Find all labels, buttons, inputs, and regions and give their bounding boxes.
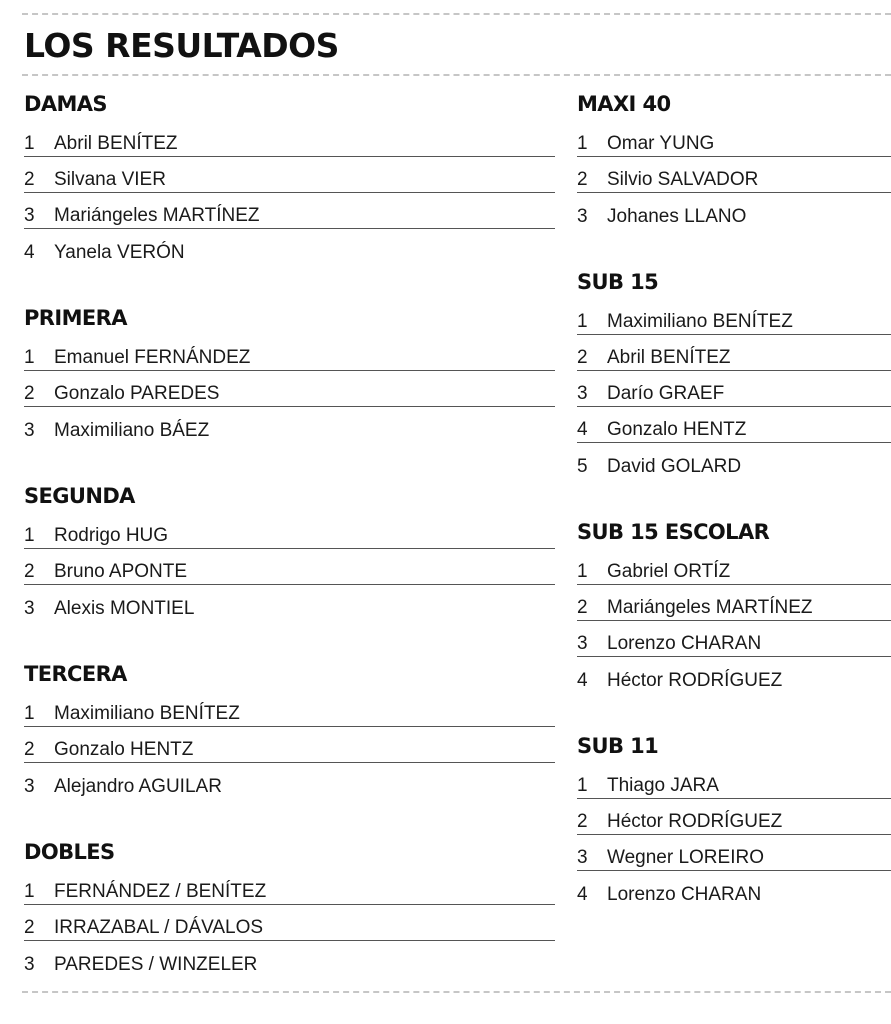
- results-section: [24, 300, 555, 443]
- result-row: [577, 194, 891, 229]
- results-list: [24, 336, 555, 443]
- result-row: [577, 300, 891, 335]
- player-name: Silvio SALVADOR: [607, 169, 759, 190]
- result-row: [24, 336, 555, 371]
- results-section: [577, 86, 891, 229]
- player-name: Abril BENÍTEZ: [54, 133, 178, 154]
- player-name: Johanes LLANO: [607, 206, 747, 227]
- result-rank: 4: [577, 419, 588, 440]
- result-rank: 1: [24, 133, 35, 154]
- result-row: [24, 586, 555, 621]
- player-name: David GOLARD: [607, 456, 742, 477]
- player-name: Omar YUNG: [607, 133, 715, 154]
- result-row: [24, 728, 555, 763]
- result-row: [577, 372, 891, 407]
- player-name: Lorenzo CHARAN: [607, 633, 762, 654]
- results-section: [24, 478, 555, 621]
- top-divider: [22, 13, 891, 15]
- player-name: Yanela VERÓN: [54, 242, 185, 263]
- result-row: [24, 764, 555, 799]
- player-name: Gabriel ORTÍZ: [607, 561, 731, 582]
- result-row: [24, 942, 555, 977]
- results-list: [24, 870, 555, 977]
- player-name: Maximiliano BENÍTEZ: [607, 311, 793, 332]
- results-list: [577, 764, 891, 907]
- section-heading: DAMAS: [24, 92, 107, 116]
- section-heading: DOBLES: [24, 840, 115, 864]
- results-list: [24, 692, 555, 799]
- section-heading: SUB 15: [577, 270, 659, 294]
- player-name: Darío GRAEF: [607, 383, 725, 404]
- result-rank: 3: [577, 383, 588, 404]
- player-name: Lorenzo CHARAN: [607, 884, 762, 905]
- result-row: [24, 122, 555, 157]
- result-rank: 2: [24, 739, 35, 760]
- results-section: [577, 728, 891, 907]
- player-name: PAREDES / WINZELER: [54, 954, 258, 975]
- player-name: Maximiliano BÁEZ: [54, 420, 210, 441]
- results-section: [24, 834, 555, 977]
- results-section: [24, 656, 555, 799]
- result-rank: 5: [577, 456, 588, 477]
- result-rank: 1: [577, 775, 588, 796]
- result-row: [24, 158, 555, 193]
- player-name: Alejandro AGUILAR: [54, 776, 222, 797]
- result-row: [577, 800, 891, 835]
- bottom-divider: [22, 991, 891, 993]
- result-row: [24, 906, 555, 941]
- result-row: [577, 658, 891, 693]
- page-title: LOS RESULTADOS: [24, 26, 339, 65]
- result-rank: 2: [24, 561, 35, 582]
- results-list: [577, 550, 891, 693]
- result-row: [577, 872, 891, 907]
- result-row: [24, 514, 555, 549]
- result-row: [577, 158, 891, 193]
- player-name: Rodrigo HUG: [54, 525, 169, 546]
- result-row: [24, 230, 555, 265]
- result-rank: 4: [577, 884, 588, 905]
- result-rank: 1: [577, 561, 588, 582]
- result-row: [577, 622, 891, 657]
- results-section: [577, 264, 891, 479]
- title-divider: [22, 74, 891, 76]
- player-name: Emanuel FERNÁNDEZ: [54, 347, 251, 368]
- result-row: [577, 586, 891, 621]
- result-rank: 4: [24, 242, 35, 263]
- result-rank: 3: [24, 420, 35, 441]
- player-name: Gonzalo HENTZ: [607, 419, 747, 440]
- result-row: [24, 692, 555, 727]
- results-section: [24, 86, 555, 265]
- result-row: [577, 408, 891, 443]
- player-name: Gonzalo PAREDES: [54, 383, 220, 404]
- result-rank: 3: [577, 633, 588, 654]
- result-rank: 1: [577, 133, 588, 154]
- results-column-left: [24, 86, 555, 977]
- result-rank: 2: [577, 811, 588, 832]
- results-list: [24, 122, 555, 265]
- player-name: Héctor RODRÍGUEZ: [607, 811, 783, 832]
- player-name: Gonzalo HENTZ: [54, 739, 194, 760]
- section-heading: PRIMERA: [24, 306, 127, 330]
- result-row: [24, 550, 555, 585]
- section-heading: MAXI 40: [577, 92, 671, 116]
- result-rank: 3: [24, 598, 35, 619]
- result-row: [577, 444, 891, 479]
- result-rank: 1: [24, 347, 35, 368]
- result-rank: 3: [577, 847, 588, 868]
- result-rank: 3: [24, 776, 35, 797]
- player-name: Silvana VIER: [54, 169, 166, 190]
- result-rank: 3: [577, 206, 588, 227]
- player-name: Mariángeles MARTÍNEZ: [54, 205, 260, 226]
- result-row: [577, 122, 891, 157]
- player-name: Thiago JARA: [607, 775, 719, 796]
- result-rank: 1: [24, 525, 35, 546]
- section-heading: SUB 11: [577, 734, 659, 758]
- player-name: Héctor RODRÍGUEZ: [607, 670, 783, 691]
- result-rank: 3: [24, 954, 35, 975]
- results-list: [577, 122, 891, 229]
- results-column-right: [577, 86, 891, 907]
- result-rank: 2: [577, 169, 588, 190]
- result-row: [24, 870, 555, 905]
- player-name: Alexis MONTIEL: [54, 598, 195, 619]
- player-name: Bruno APONTE: [54, 561, 188, 582]
- player-name: IRRAZABAL / DÁVALOS: [54, 917, 264, 938]
- result-rank: 4: [577, 670, 588, 691]
- result-rank: 2: [577, 347, 588, 368]
- result-rank: 2: [24, 169, 35, 190]
- player-name: Wegner LOREIRO: [607, 847, 764, 868]
- section-heading: TERCERA: [24, 662, 127, 686]
- result-row: [24, 194, 555, 229]
- result-rank: 1: [24, 881, 35, 902]
- player-name: FERNÁNDEZ / BENÍTEZ: [54, 881, 267, 902]
- result-rank: 2: [24, 917, 35, 938]
- section-heading: SUB 15 ESCOLAR: [577, 520, 770, 544]
- result-row: [577, 836, 891, 871]
- result-rank: 1: [577, 311, 588, 332]
- result-rank: 1: [24, 703, 35, 724]
- results-section: [577, 514, 891, 693]
- result-rank: 2: [577, 597, 588, 618]
- result-row: [577, 550, 891, 585]
- player-name: Maximiliano BENÍTEZ: [54, 703, 240, 724]
- result-row: [24, 408, 555, 443]
- results-list: [577, 300, 891, 479]
- result-row: [577, 764, 891, 799]
- player-name: Mariángeles MARTÍNEZ: [607, 597, 813, 618]
- results-list: [24, 514, 555, 621]
- player-name: Abril BENÍTEZ: [607, 347, 731, 368]
- section-heading: SEGUNDA: [24, 484, 135, 508]
- result-rank: 3: [24, 205, 35, 226]
- result-row: [577, 336, 891, 371]
- result-row: [24, 372, 555, 407]
- result-rank: 2: [24, 383, 35, 404]
